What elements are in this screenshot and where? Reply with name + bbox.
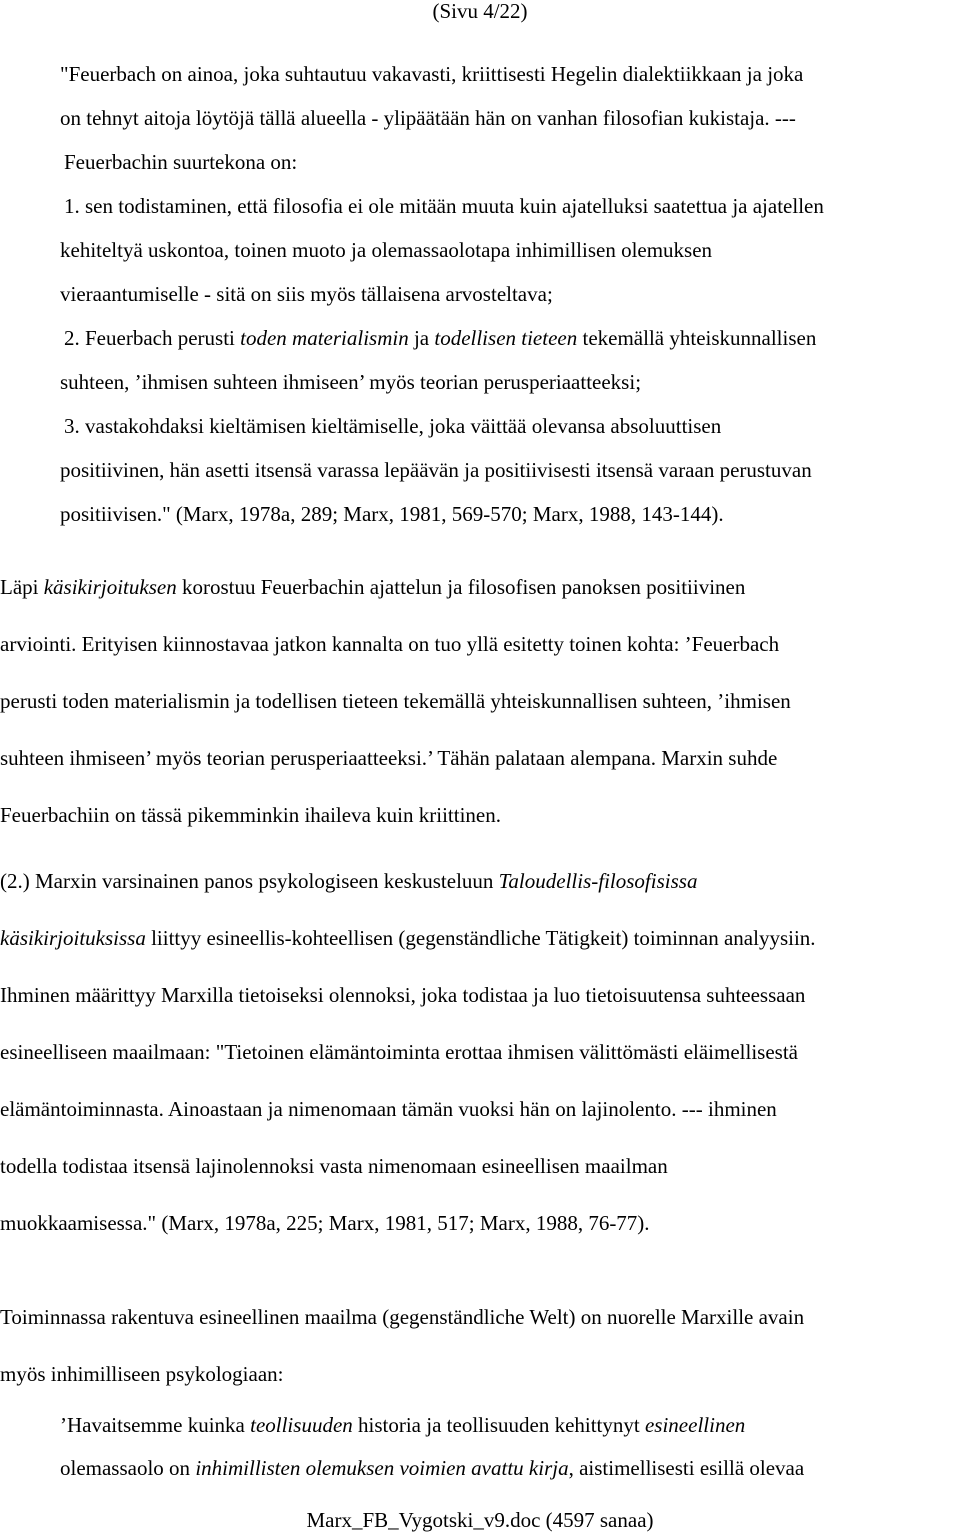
- paragraph-line: esineelliseen maailmaan: "Tietoinen elämäntoiminta erottaa ihmisen välittömästi eläimellisestä: [0, 1040, 798, 1064]
- text-run: , aistimellisesti esillä olevaa: [568, 1456, 805, 1480]
- paragraph-3: [0, 1289, 960, 1403]
- paragraph-line: muokkaamisessa." (Marx, 1978a, 225; Marx, 1981, 517; Marx, 1988, 76-77).: [0, 1211, 650, 1235]
- block-quote-industry: [60, 1404, 960, 1490]
- page-footer: Marx_FB_Vygotski_v9.doc (4597 sanaa): [306, 1508, 654, 1532]
- paragraph-line: suhteen ihmiseen’ myös teorian perusperiaatteeksi.’ Tähän palataan alempana. Marxin suhde: [0, 746, 778, 770]
- italic-run: toden materialismin: [240, 326, 409, 350]
- quote-line: "Feuerbach on ainoa, joka suhtautuu vakavasti, kriittisesti Hegelin dialektiikkaan ja joka: [60, 62, 804, 86]
- quote-item-2-line: suhteen, ’ihmisen suhteen ihmiseen’ myös teorian perusperiaatteeksi;: [60, 370, 642, 394]
- quote-item-1-line: kehiteltyä uskontoa, toinen muoto ja olemassaolotapa inhimillisen olemuksen: [60, 238, 713, 262]
- paragraph-line: elämäntoiminnasta. Ainoastaan ja nimenomaan tämän vuoksi hän on lajinolento. --- ihminen: [0, 1097, 777, 1121]
- paragraph-line: perusti toden materialismin ja todellisen tieteen tekemällä yhteiskunnallisen suhteen, ’ihmisen: [0, 689, 791, 713]
- italic-run: käsikirjoituksen: [43, 575, 177, 599]
- text-run: korostuu Feuerbachin ajattelun ja filosofisen panoksen positiivinen: [176, 575, 746, 599]
- paragraph-1: [0, 559, 960, 844]
- italic-run: esineellinen: [644, 1413, 746, 1437]
- quote-item-1-line: vieraantumiselle - sitä on siis myös tällaisena arvosteltava;: [60, 282, 553, 306]
- text-run: ’Havaitsemme kuinka: [60, 1413, 251, 1437]
- quote-line: [60, 1404, 960, 1447]
- quote-line: on tehnyt aitoja löytöjä tällä alueella - ylipäätään hän on vanhan filosofian kukistaja. ---: [60, 106, 796, 130]
- paragraph-line: Ihminen määrittyy Marxilla tietoiseksi olennoksi, joka todistaa ja luo tietoisuutensa suhteessaan: [0, 983, 806, 1007]
- paragraph-line: Toiminnassa rakentuva esineellinen maailma (gegenständliche Welt) on nuorelle Marxille avain: [0, 1305, 805, 1329]
- paragraph-line: todella todistaa itsensä lajinolennoksi vasta nimenomaan esineellisen maailman: [0, 1154, 668, 1178]
- text-run: historia ja teollisuuden kehittynyt: [352, 1413, 645, 1437]
- quote-item-1-line: 1. sen todistaminen, että filosofia ei ole mitään muuta kuin ajatelluksi saatettua ja ajatellen: [64, 194, 824, 218]
- paragraph-line: [0, 559, 960, 616]
- paragraph-line: Feuerbachiin on tässä pikemminkin ihaileva kuin kriittinen.: [0, 803, 501, 827]
- italic-run: inhimillisten olemuksen voimien avattu kirja: [195, 1456, 569, 1480]
- text-run: liittyy esineellis-kohteellisen (gegenständliche Tätigkeit) toiminnan analyysiin.: [145, 926, 816, 950]
- paragraph-line: [0, 853, 960, 910]
- italic-run: Taloudellis-filosofisissa: [498, 869, 698, 893]
- quote-item-3-line: positiivinen, hän asetti itsensä varassa lepäävän ja positiivisesti itsensä varaan perustuvan: [60, 458, 812, 482]
- quote-line: Feuerbachin suurtekona on:: [64, 150, 298, 174]
- paragraph-2: [0, 853, 960, 1252]
- italic-run: käsikirjoituksissa: [0, 926, 146, 950]
- paragraph-line: [0, 910, 960, 967]
- italic-run: todellisen tieteen: [434, 326, 578, 350]
- quote-item-3-line: 3. vastakohdaksi kieltämisen kieltämiselle, joka väittää olevansa absoluuttisen: [64, 414, 722, 438]
- quote-line: [60, 1447, 960, 1490]
- text-run: (2.) Marxin varsinainen panos psykologiseen keskusteluun: [0, 869, 499, 893]
- quote-item-3-line: positiivisen." (Marx, 1978a, 289; Marx, 1981, 569-570; Marx, 1988, 143-144).: [60, 502, 724, 526]
- block-quote-feuerbach: [60, 52, 960, 536]
- quote-item-2-line: [60, 316, 960, 360]
- text-run: 2. Feuerbach perusti: [64, 326, 241, 350]
- text-run: Läpi: [0, 575, 44, 599]
- paragraph-line: arviointi. Erityisen kiinnostavaa jatkon kannalta on tuo yllä esitetty toinen kohta: ’Feuerbach: [0, 632, 780, 656]
- text-run: ja: [408, 326, 435, 350]
- page-number: (Sivu 4/22): [432, 0, 528, 23]
- paragraph-line: myös inhimilliseen psykologiaan:: [0, 1362, 284, 1386]
- text-run: tekemällä yhteiskunnallisen: [577, 326, 817, 350]
- italic-run: teollisuuden: [250, 1413, 353, 1437]
- text-run: olemassaolo on: [60, 1456, 196, 1480]
